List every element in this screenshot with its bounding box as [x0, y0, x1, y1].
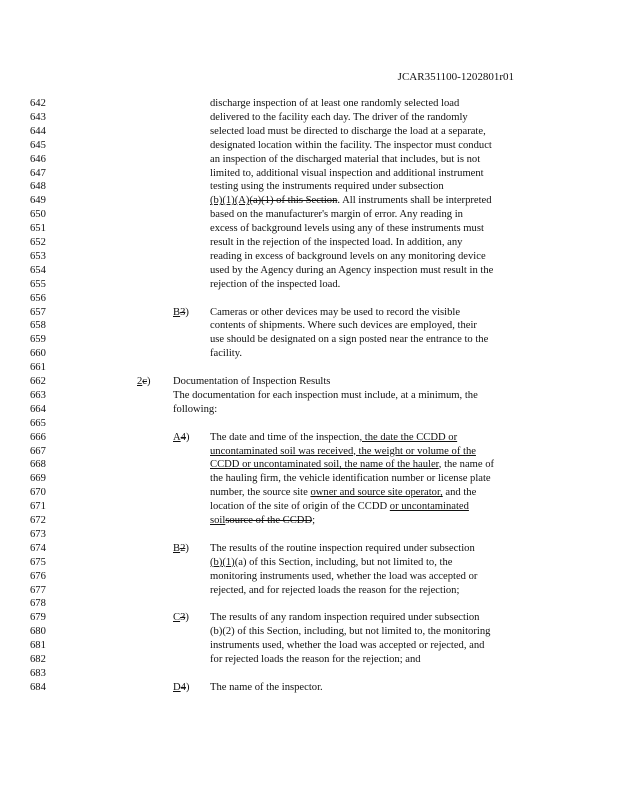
document-line: [0, 361, 618, 375]
document-line: [0, 250, 618, 264]
line-text: selected load must be directed to discharge the load at a separate,: [210, 125, 486, 137]
document-line: [0, 639, 618, 653]
line-number: 656: [30, 292, 46, 304]
line-text: The name of the inspector.: [210, 681, 323, 693]
subsection-label: B2): [173, 542, 189, 554]
document-line: [0, 681, 618, 695]
line-number: 660: [30, 348, 46, 360]
line-text: for rejected loads the reason for the rejection; and: [210, 654, 421, 665]
subsection-label: A4): [173, 431, 190, 443]
document-line: [0, 222, 618, 236]
line-number: 654: [30, 264, 46, 276]
line-text: (b)(2) of this Section, including, but not limited to, the monitoring: [210, 626, 491, 638]
line-text: discharge inspection of at least one randomly selected load: [210, 98, 460, 109]
line-number: 668: [30, 459, 46, 471]
document-line: [0, 417, 618, 431]
line-text: (b)(1)(A)(a)(1) of this Section. All instruments shall be interpreted: [210, 195, 492, 207]
line-text: following:: [173, 403, 218, 415]
document-line: [0, 125, 618, 139]
line-text: uncontaminated soil was received, the weight or volume of the: [210, 445, 476, 457]
line-number: 677: [30, 584, 46, 596]
subsection-label: D4): [173, 681, 190, 693]
document-line: [0, 167, 618, 181]
line-number: 646: [30, 153, 46, 165]
line-number: 684: [30, 681, 46, 693]
document-line: [0, 445, 618, 459]
line-number: 644: [30, 125, 46, 137]
document-line: [0, 111, 618, 125]
document-line: [0, 208, 618, 222]
line-text: delivered to the facility each day. The driver of the randomly: [210, 111, 468, 123]
document-id-header: JCAR351100-1202801r01: [397, 71, 514, 83]
line-number: 671: [30, 501, 46, 513]
line-text: rejection of the inspected load.: [210, 278, 341, 290]
line-number: 650: [30, 209, 46, 221]
line-text: CCDD or uncontaminated soil, the name of the hauler, the name of: [210, 459, 495, 471]
line-number: 682: [30, 654, 46, 665]
line-number: 675: [30, 556, 46, 568]
line-number: 665: [30, 417, 46, 429]
line-number: 647: [30, 167, 46, 179]
line-number: 676: [30, 570, 46, 582]
document-line: [0, 153, 618, 167]
line-text: The documentation for each inspection must include, at a minimum, the: [173, 389, 478, 401]
line-text: used by the Agency during an Agency inspection must result in the: [210, 264, 494, 276]
document-line: [0, 97, 618, 111]
document-line: [0, 611, 618, 625]
document-line: [0, 389, 618, 403]
line-number: 655: [30, 278, 46, 290]
document-line: [0, 542, 618, 556]
line-text: based on the manufacturer's margin of error. Any reading in: [210, 209, 463, 221]
line-text: reading in excess of background levels on any monitoring device: [210, 250, 486, 262]
document-line: [0, 431, 618, 445]
line-text: excess of background levels using any of these instruments must: [210, 223, 484, 235]
document-line: [0, 292, 618, 306]
line-number: 651: [30, 223, 46, 235]
line-number: 679: [30, 612, 46, 624]
line-number: 649: [30, 195, 46, 207]
line-number: 645: [30, 139, 46, 151]
document-line: [0, 528, 618, 542]
document-line: [0, 556, 618, 570]
line-number: 664: [30, 403, 46, 415]
line-number: 669: [30, 473, 46, 485]
line-number: 667: [30, 445, 46, 457]
line-text: rejected, and for rejected loads the reason for the rejection;: [210, 584, 460, 596]
line-text: The results of the routine inspection required under subsection: [210, 542, 475, 554]
line-text: an inspection of the discharged material that includes, but is not: [210, 153, 481, 165]
line-text: number, the source site owner and source site operator, and the: [210, 487, 477, 499]
line-number: 670: [30, 487, 46, 499]
line-number: 653: [30, 250, 46, 262]
document-line: [0, 278, 618, 292]
document-line: [0, 597, 618, 611]
document-line: [0, 264, 618, 278]
line-text: monitoring instruments used, whether the load was accepted or: [210, 570, 478, 582]
line-text: testing using the instruments required under subsection: [210, 181, 444, 193]
line-text: The results of any random inspection required under subsection: [210, 612, 480, 624]
line-text: limited to, additional visual inspection and additional instrument: [210, 167, 484, 179]
line-number: 663: [30, 389, 46, 401]
document-line: [0, 403, 618, 417]
document-line: [0, 500, 618, 514]
document-line: [0, 306, 618, 320]
subsection-label: B3): [173, 306, 189, 318]
line-number: 674: [30, 542, 46, 554]
document-line: [0, 180, 618, 194]
document-line: [0, 514, 618, 528]
line-number: 662: [30, 376, 46, 387]
line-number: 678: [30, 598, 46, 610]
document-line: [0, 458, 618, 472]
subsection-label: 2c): [137, 376, 151, 387]
line-text: instruments used, whether the load was accepted or rejected, and: [210, 640, 485, 652]
line-text: (b)(1)(a) of this Section, including, but not limited to, the: [210, 556, 453, 568]
line-text: Cameras or other devices may be used to record the visible: [210, 306, 461, 318]
document-line: [0, 236, 618, 250]
document-line: [0, 347, 618, 361]
document-line: [0, 375, 618, 389]
line-number: 657: [30, 306, 46, 318]
document-line: [0, 194, 618, 208]
document-line: [0, 139, 618, 153]
line-number: 643: [30, 111, 46, 123]
line-number: 672: [30, 515, 46, 526]
line-number: 658: [30, 320, 46, 332]
line-number: 661: [30, 362, 46, 374]
line-number: 666: [30, 431, 46, 443]
subsection-label: C3): [173, 612, 189, 624]
line-text: Documentation of Inspection Results: [173, 376, 331, 387]
line-text: location of the site of origin of the CCDD or uncontaminated: [210, 501, 469, 513]
line-number: 681: [30, 640, 46, 652]
line-number: 648: [30, 181, 46, 193]
line-number: 659: [30, 334, 46, 346]
document-line: [0, 570, 618, 584]
line-text: contents of shipments. Where such devices are employed, their: [210, 320, 477, 332]
line-number: 642: [30, 98, 46, 109]
document-line: [0, 667, 618, 681]
line-number: 673: [30, 528, 46, 540]
document-line: [0, 625, 618, 639]
document-line: [0, 584, 618, 598]
document-line: [0, 486, 618, 500]
document-line: [0, 333, 618, 347]
line-text: soilsource of the CCDD;: [210, 515, 316, 526]
line-number: 680: [30, 626, 46, 638]
document-line: [0, 472, 618, 486]
document-line: [0, 319, 618, 333]
line-text: the hauling firm, the vehicle identification number or license plate: [210, 473, 491, 485]
line-text: use should be designated on a sign posted near the entrance to the: [210, 334, 489, 346]
line-text: designated location within the facility. The inspector must conduct: [210, 139, 492, 151]
document-line: [0, 653, 618, 667]
line-text: facility.: [210, 348, 242, 360]
line-number: 683: [30, 667, 46, 679]
line-text: result in the rejection of the inspected load. In addition, any: [210, 237, 463, 248]
line-number: 652: [30, 237, 46, 248]
line-text: The date and time of the inspection, the date the CCDD or: [210, 431, 458, 443]
